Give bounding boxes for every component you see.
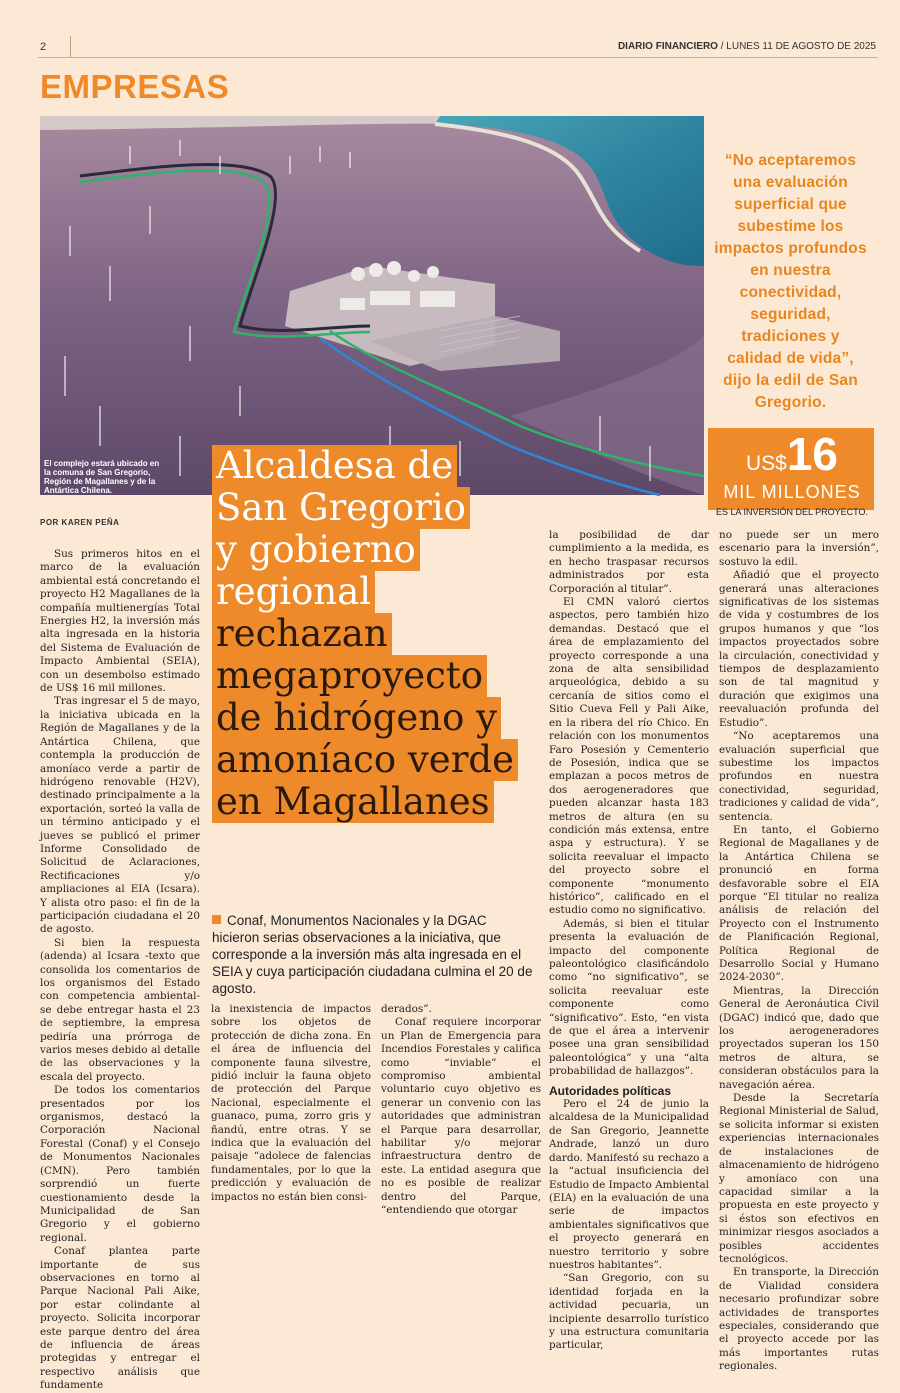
body-paragraph: derados”. — [381, 1003, 432, 1015]
body-paragraph: Añadió que el proyecto generará unas alteraciones significativas de los sistemas de vida y costumbres de los grupos humanos y que “los impactos proyectados sobre la circulación, conectividad y tiempos de desplazamiento son de tal magnitud y duración que exigimos una reevaluación profunda del Estudio”. — [719, 569, 879, 729]
body-paragraph: Tras ingresar el 5 de mayo, la iniciativa ubicada en la Región de Magallanes y de la Antártica Chilena, que contempla la producción de amoníaco verde a partir de hidrógeno renovable (H2V), destinado principalmente a la exportación, sorteó la valla de un término anticipado y el jueves se publicó el primer Informe Consolidado de Solicitud de Aclaraciones, Rectificaciones y/o ampliaciones al EIA (Icsara). Y alista otro paso: el fin de la participación ciudadana el 20 de agosto. — [40, 695, 200, 936]
photo-caption: El complejo estará ubicado en la comuna de San Gregorio, Región de Magallanes y de la Antártica Chilena. — [44, 459, 160, 495]
body-column-2 — [211, 1003, 371, 1204]
body-paragraph: la posibilidad de dar cumplimiento a la medida, es en hecho traspasar recursos administrados por esta Corporación al titular”. — [549, 529, 709, 595]
headline-line: regional — [212, 571, 375, 613]
body-paragraph: la inexistencia de impactos sobre los objetos de protección de dicha zona. En el área de influencia del componente fauna silvestre, pidió incluir la fauna objeto de protección del Parque Nacional, especialmente el guanaco, puma, zorro gris y ñandú, entre otras. Y se indica que la evaluación del paisaje “adolece de falencias fundamentales, por lo que la predicción y evaluación de impactos no están bien consi- — [211, 1003, 371, 1203]
body-paragraph: El CMN valoró ciertos aspectos, pero también hizo demandas. Destacó que el área de emplazamiento del proyecto corresponde a una zona de alta sensibilidad arqueológica, debido a su cercanía de sitios como el Sitio Cueva Fell y Pali Aike, en la ribera del río Chico. En relación con los monumentos Faro Posesión y Cementerio de Posesión, indica que se emplazan a pocos metros de dos aerogeneradores que pueden alcanzar hasta 183 metros de altura (en su condición más extensa, entre aspa y estructura). Y se solicita reevaluar el impacto del proyecto sobre el componente “monumento histórico”, calificado en el estudio como no significativo. — [549, 596, 709, 917]
section-title: EMPRESAS — [40, 68, 230, 105]
pull-quote: “No aceptaremos una evaluación superficial que subestime los impactos profundos en nuestra conectividad, seguridad, tradiciones y calidad de vida”, dijo la edil de San Gregorio. — [714, 152, 867, 411]
figure-currency: US$ — [745, 452, 787, 475]
body-paragraph: Conaf plantea parte importante de sus observaciones en torno al Parque Nacional Pali Aike, por estar colindante al proyecto. Solicita incorporar este parque dentro del área de influencia de áreas protegidas y entregar el respectivo análisis que fundamente — [40, 1245, 200, 1392]
figure-number: 16 — [786, 428, 839, 480]
deck-text: Conaf, Monumentos Nacionales y la DGAC hicieron serias observaciones a la iniciativa, que corresponde a la inversión más alta ingresada en el SEIA y cuya participación ciudadana culmina el 20 de agosto. — [212, 913, 533, 996]
headline-line: amoníaco verde — [212, 739, 518, 781]
aerial-render-illustration — [40, 116, 704, 495]
body-column-4 — [549, 529, 709, 1353]
subheading: Autoridades políticas — [549, 1083, 672, 1098]
figure-note: ES LA INVERSIÓN DEL PROYECTO. — [715, 507, 869, 517]
investment-figure — [712, 427, 872, 481]
headline-line: en Magallanes — [212, 781, 494, 823]
body-column-5 — [719, 529, 879, 1374]
masthead — [618, 41, 876, 52]
body-paragraph: Pero el 24 de junio la alcaldesa de la Municipalidad de San Gregorio, Jeannette Andrade, lanzó un duro dardo. Manifestó su rechazo a la “actual insuficiencia del Estudio de Impacto Ambiental (EIA) en la evaluación de una serie de impactos ambientales significativos que el proyecto generará en nuestro territorio y sobre nuestros habitantes”. — [549, 1098, 709, 1271]
body-column-3 — [381, 1003, 541, 1218]
body-paragraph: Sus primeros hitos en el marco de la evaluación ambiental está concretando el proyecto H2 Magallanes de la compañía multienergías Total Energies H2, la inversión más alta ingresada en la historia del Sistema de Evaluación de Impacto Ambiental (SEIA), con un desembolso estimado de US$ 16 mil millones. — [40, 548, 200, 695]
headline-line: rechazan — [212, 613, 392, 655]
body-paragraph: Además, si bien el titular presenta la evaluación de impacto del componente paleontológico clasificándolo como “no significativo”, se solicita reevaluar este componente como “significativo”. Esto, “en vista de que el área a intervenir posee una gran sensibilidad paleontológica” y una “alta probabilidad de hallazgos”. — [549, 917, 709, 1078]
deck — [212, 912, 536, 997]
headline-line: megaproyecto — [212, 655, 487, 697]
page-number: 2 — [40, 41, 47, 53]
headline-line: de hidrógeno y — [212, 697, 501, 739]
body-paragraph: no puede ser un mero escenario para la inversión”, sostuvo la edil. — [719, 529, 879, 568]
headline — [212, 445, 532, 823]
body-paragraph: Desde la Secretaría Regional Ministerial de Salud, se solicita informar si existen experiencias internacionales de instalaciones de almacenamiento de hidrógeno y amoníaco con una capacidad similar a la propuesta en este proyecto y si éstos son efectivos en minimizar riesgos asociados a posibles accidentes tecnológicos. — [719, 1092, 879, 1265]
body-paragraph: “No aceptaremos una evaluación superficial que subestime los impactos profundos en nuestra conectividad, seguridad, tradiciones y calidad de vida”, sentencia. — [719, 730, 879, 823]
header-separator — [70, 36, 71, 58]
body-paragraph: Mientras, la Dirección General de Aeronáutica Civil (DGAC) indicó que, dado que los aerogeneradores proyectados superan los 150 metros de altura, se consideran obstáculos para la navegación aérea. — [719, 984, 879, 1091]
masthead-name: DIARIO FINANCIERO — [617, 41, 718, 52]
body-paragraph: En tanto, el Gobierno Regional de Magallanes y de la Antártica Chilena se pronunció en forma desfavorable sobre el EIA porque “El titular no realiza análisis de relación del Proyecto con el Instrumento de Planificación Regional, Política Regional de Desarrollo Social y Humano 2024-2030”. — [719, 823, 879, 984]
headline-line: y gobierno — [212, 529, 420, 571]
headline-line: San Gregorio — [212, 487, 470, 529]
body-paragraph: Conaf requiere incorporar un Plan de Emergencia para Incendios Forestales y califica como “inviable” el compromiso ambiental voluntario cuyo objetivo es generar un convenio con las autoridades que administran el Parque para desarrollar, habilitar y/o mejorar infraestructura dentro de este. La entidad asegura que no es posible de realizar dentro del Parque, “entendiendo que otorgar — [381, 1016, 541, 1217]
byline: POR KAREN PEÑA — [40, 518, 120, 527]
deck-bullet-square — [212, 915, 221, 924]
body-column-1 — [40, 548, 200, 1393]
figure-unit: MIL MILLONES — [723, 482, 861, 502]
masthead-date: / LUNES 11 DE AGOSTO DE 2025 — [717, 41, 876, 52]
body-paragraph: De todos los comentarios presentados por los organismos, destacó la Corporación Nacional Forestal (Conaf) y el Consejo de Monumentos Nacionales (CMN). Pero también sorprendió un fuerte cuestionamiento desde la Municipalidad de San Gregorio y el gobierno regional. — [40, 1084, 200, 1244]
body-paragraph: En transporte, la Dirección de Vialidad considera necesario profundizar sobre actividades de transportes especiales, considerando que el proyecto accede por las más importantes rutas regionales. — [719, 1266, 879, 1373]
headline-line: Alcaldesa de — [212, 445, 457, 487]
body-paragraph: Si bien la respuesta (adenda) al Icsara -texto que consolida los comentarios de los organismos del Estado con competencia ambiental- se debe entregar hasta el 23 de septiembre, la empresa pediría una prórroga de varios meses debido al detalle de las observaciones y la escala del proyecto. — [40, 936, 200, 1083]
body-paragraph: “San Gregorio, con su identidad forjada en la actividad pecuaria, un incipiente desarrollo turístico y una estructura comunitaria particular, — [549, 1272, 709, 1352]
project-photo — [40, 116, 704, 495]
